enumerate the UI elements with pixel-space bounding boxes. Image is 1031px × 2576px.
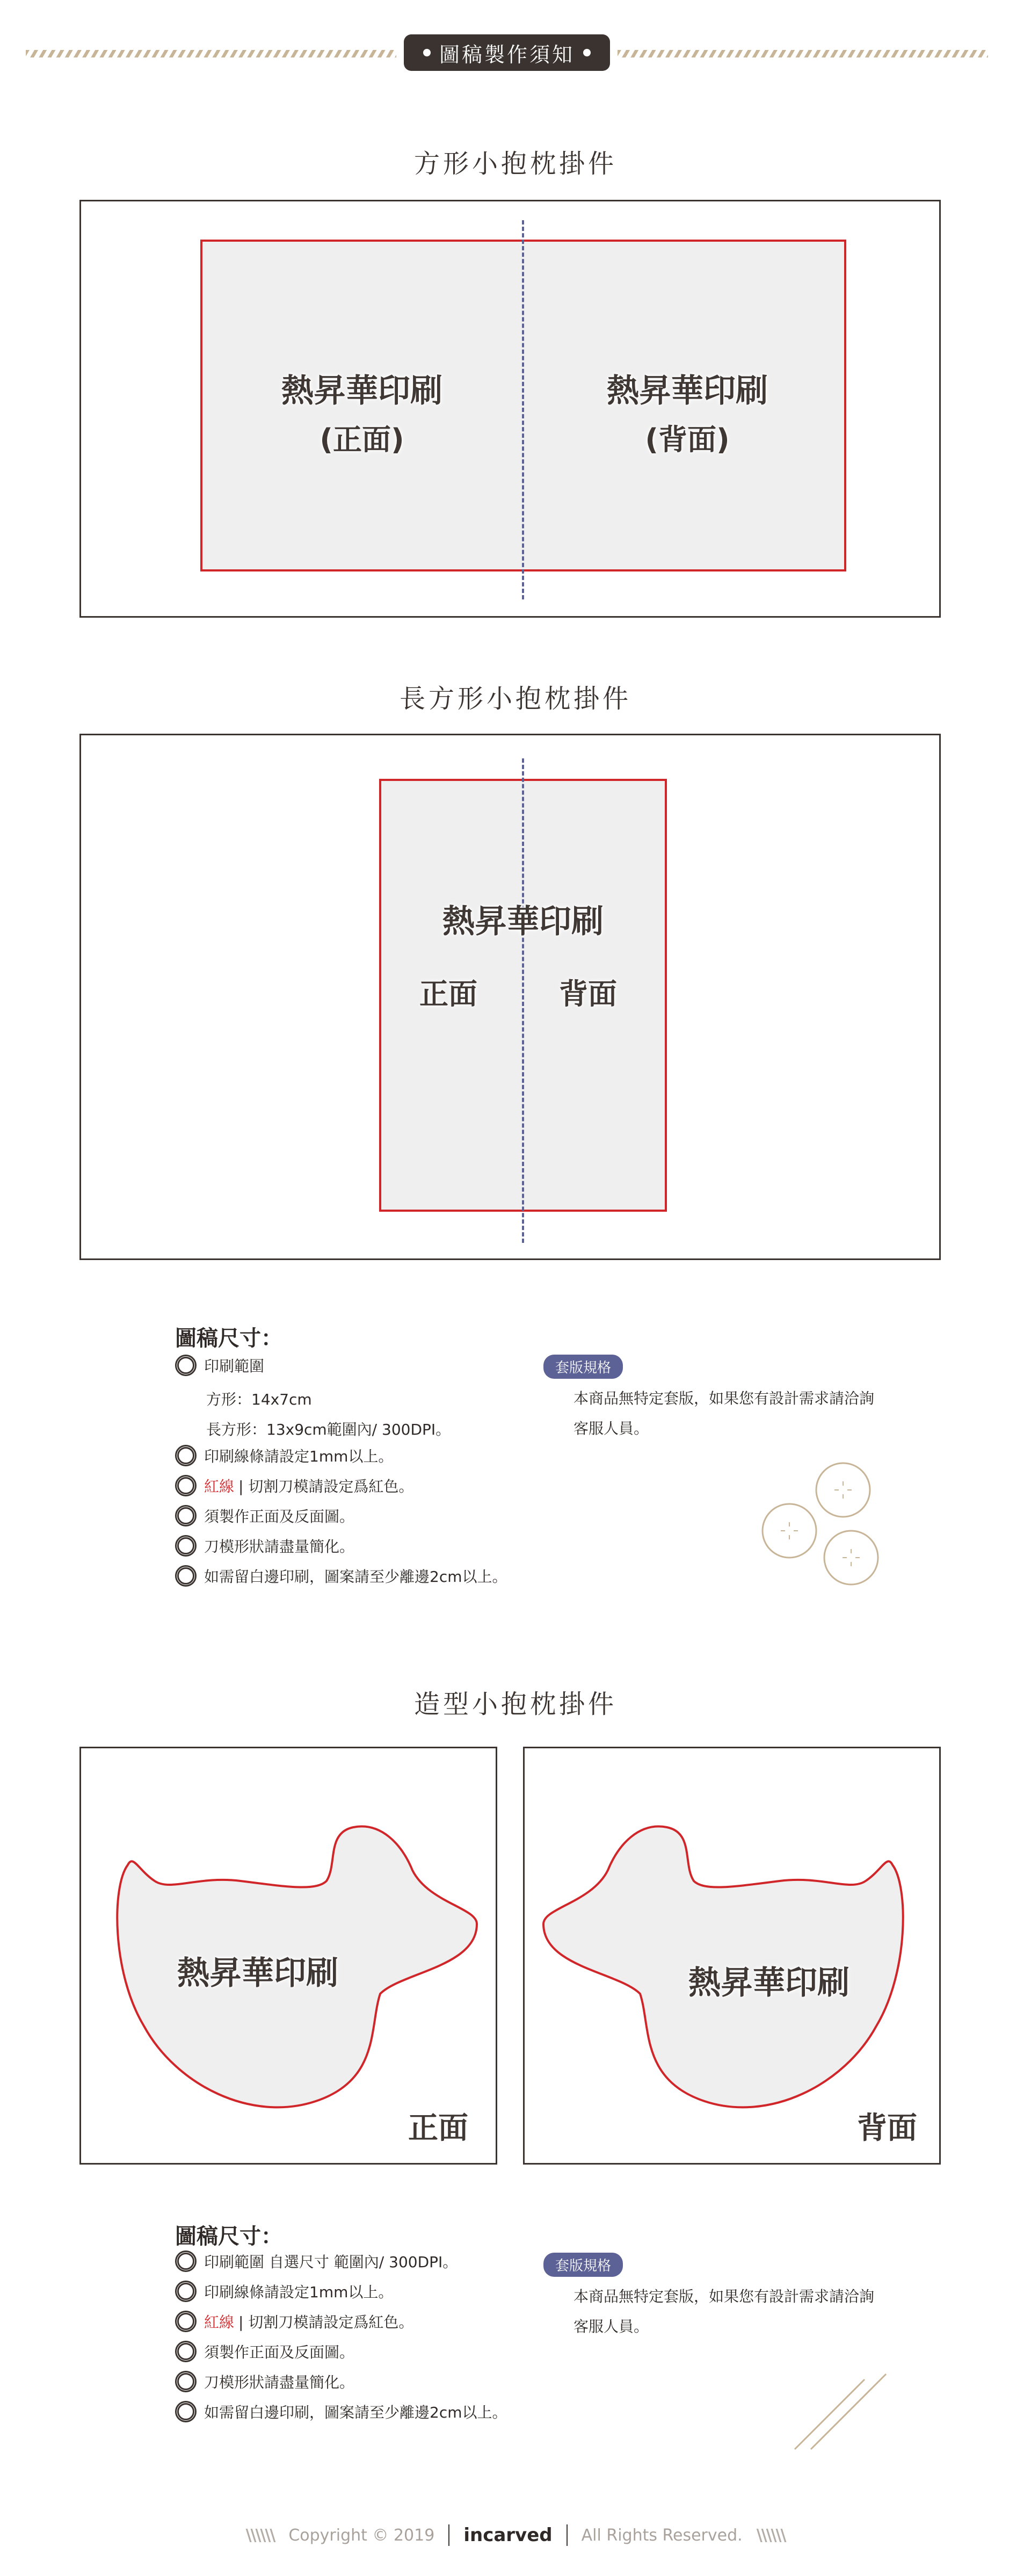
rect-label: 熱昇華印刷 [442, 903, 604, 940]
double-circle-icon [175, 2281, 197, 2302]
rights-text: All Rights Reserved. [581, 2526, 743, 2545]
slashes-right: \\\\\\ [756, 2526, 786, 2545]
decorative-lines-icon [789, 2369, 891, 2455]
specs1-item: 須製作正面及反面圖。 [175, 1505, 354, 1526]
specs2-item: 印刷範圍 自選尺寸 範圍內/ 300DPI。 [175, 2251, 458, 2272]
square-front-label: 熱昇華印刷 [281, 372, 442, 410]
section-title-shape: 造型小抱枕掛件 [413, 1689, 617, 1719]
template-note: 本商品無特定套版，如果您有設計需求請洽詢客服人員。 [573, 2288, 875, 2335]
specs1-item: 印刷範圍 [175, 1355, 264, 1376]
specs1-indent: 長方形：13x9cm範圍內/ 300DPI。 [206, 1421, 451, 1438]
specs1-heading: 圖稿尺寸： [175, 1326, 282, 1351]
divider [448, 2524, 449, 2546]
double-circle-icon [175, 2401, 197, 2422]
rect-back-label: 背面 [559, 977, 617, 1011]
double-circle-icon [175, 2341, 197, 2362]
decorative-circles-icon [752, 1450, 897, 1595]
copyright-text: Copyright © 2019 [288, 2526, 435, 2545]
specs2-item: 刀模形狀請盡量簡化。 [175, 2371, 354, 2392]
square-front-sub: (正面) [320, 423, 404, 457]
double-circle-icon [175, 2251, 197, 2272]
shape-front-label: 熱昇華印刷 [177, 1955, 338, 1992]
specs2-heading: 圖稿尺寸： [175, 2224, 282, 2249]
shape-front-face: 正面 [408, 2111, 468, 2146]
shape-back-label: 熱昇華印刷 [688, 1964, 850, 2002]
specs1-item: 紅線 | 切割刀模請設定爲紅色。 [175, 1475, 413, 1496]
dot-icon [583, 49, 591, 56]
duck-shape-back [523, 1747, 941, 2165]
section-title-square: 方形小抱枕掛件 [413, 149, 617, 179]
slashes-left: \\\\\\ [245, 2526, 275, 2545]
double-circle-icon [175, 1505, 197, 1526]
double-circle-icon [175, 1565, 197, 1587]
double-circle-icon [175, 1445, 197, 1466]
rect-front-label: 正面 [419, 977, 477, 1011]
double-circle-icon [175, 1475, 197, 1496]
specs2-item: 如需留白邊印刷，圖案請至少離邊2cm以上。 [175, 2401, 507, 2422]
double-circle-icon [175, 1355, 197, 1376]
double-circle-icon [175, 2311, 197, 2332]
header-title: 圖稿製作須知 [439, 42, 575, 67]
footer [0, 2524, 1031, 2546]
specs2-item: 須製作正面及反面圖。 [175, 2341, 354, 2362]
header-rope-right [618, 50, 988, 57]
dot-icon [423, 49, 431, 56]
square-fold-line [522, 220, 524, 599]
brand-logo: incarved [463, 2524, 553, 2546]
square-back-label: 熱昇華印刷 [607, 372, 768, 410]
template-badge: 套版規格 [543, 2253, 623, 2277]
double-circle-icon [175, 1535, 197, 1557]
rect-fold-line [522, 758, 524, 1243]
header-pill [404, 34, 610, 71]
divider [567, 2524, 568, 2546]
specs1-item: 如需留白邊印刷，圖案請至少離邊2cm以上。 [175, 1565, 507, 1587]
specs2-item: 印刷線條請設定1mm以上。 [175, 2281, 393, 2302]
specs1-indent: 方形：14x7cm [206, 1391, 312, 1408]
template-note: 本商品無特定套版，如果您有設計需求請洽詢客服人員。 [573, 1390, 875, 1437]
specs1-item: 印刷線條請設定1mm以上。 [175, 1445, 393, 1466]
shape-back-face: 背面 [857, 2111, 917, 2146]
template-badge: 套版規格 [543, 1355, 623, 1379]
square-back-sub: (背面) [645, 423, 730, 457]
double-circle-icon [175, 2371, 197, 2392]
header-rope-left [26, 50, 396, 57]
specs1-item: 刀模形狀請盡量簡化。 [175, 1535, 354, 1557]
specs2-item: 紅線 | 切割刀模請設定爲紅色。 [175, 2311, 413, 2332]
section-title-rect: 長方形小抱枕掛件 [399, 684, 631, 714]
